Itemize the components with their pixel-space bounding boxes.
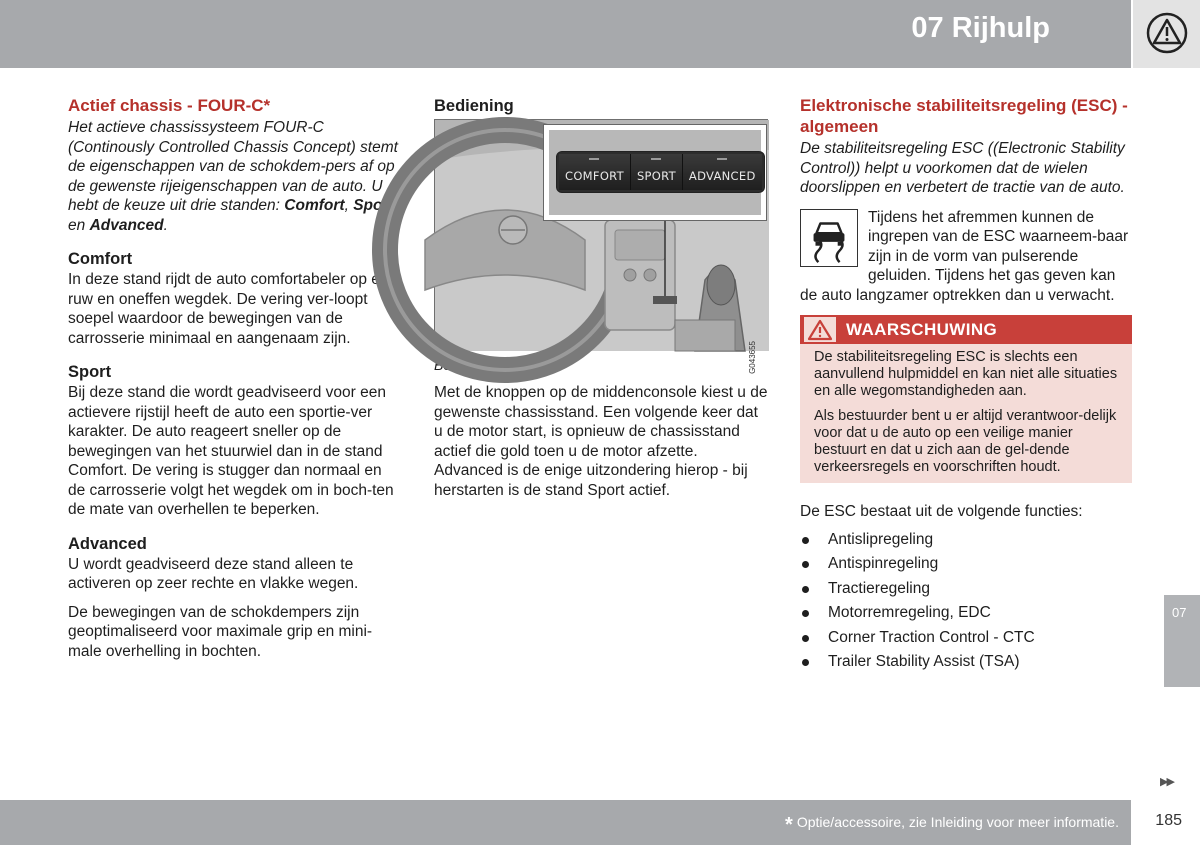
warning-paragraph: Als bestuurder bent u er altijd verantwoor-delijk voor dat u de auto op een veilige manier bestuurt en dat u zich aan de gel-dende verkeersregels en voorschriften houdt.	[814, 408, 1117, 475]
sport-button-label: SPORT	[636, 169, 676, 183]
intro-and: en	[68, 216, 90, 234]
footer-bar	[0, 800, 1131, 845]
intro-four-c	[68, 118, 400, 235]
footer-note-text: Optie/accessoire, zie Inleiding voor meer informatie.	[796, 814, 1119, 830]
figure-caption: Bedieningsknoppen.	[434, 357, 561, 373]
comfort-button[interactable]	[559, 154, 631, 190]
figure-code: G043655	[748, 341, 757, 374]
text-comfort: In deze stand rijdt de auto comfortabeler op een ruw en oneffen wegdek. De vering ver-loopt soepel waardoor de bewegingen van de carrosserie minimaal en aangenaam zijn.	[68, 271, 398, 347]
subheading-advanced: Advanced	[68, 534, 147, 553]
chapter-tab[interactable]: 07	[1164, 595, 1200, 687]
list-item: Corner Traction Control - CTC	[800, 626, 1132, 651]
esc-icon-paragraph	[800, 208, 1132, 306]
footer-star: *	[785, 814, 793, 836]
list-item: Antispinregeling	[800, 552, 1132, 577]
list-item: Antislipregeling	[800, 528, 1132, 553]
intro-comfort: Comfort	[284, 197, 345, 214]
warning-body	[800, 344, 1132, 483]
intro-advanced: Advanced	[89, 216, 164, 234]
esc-skid-icon	[800, 209, 858, 267]
intro-text: Het actieve chassissysteem FOUR-C (Continously Controlled Chassis Concept) stemt de eigenschappen van de schokdem-pers af op de gewenste rijeigenschappen van de auto. U hebt de keuze uit drie standen:	[68, 119, 398, 214]
warning-title: WAARSCHUWING	[846, 319, 998, 339]
column-esc	[800, 95, 1132, 675]
esc-icon-text: Tijdens het afremmen kunnen de ingrepen van de ESC waarneem-baar zijn in de vorm van pulserende geluiden. Tijdens het gas geven kan de auto langzamer optrekken dan u verwacht.	[800, 208, 1129, 304]
intro-sep: ,	[344, 197, 354, 214]
header-icon-box	[1131, 0, 1200, 68]
footer-note	[785, 814, 1119, 837]
functions-intro: De ESC bestaat uit de volgende functies:	[800, 503, 1083, 520]
intro-sport: Sport	[353, 197, 394, 214]
list-item: Motorremregeling, EDC	[800, 601, 1132, 626]
warning-header	[800, 315, 1132, 344]
comfort-button-label: COMFORT	[565, 169, 624, 183]
intro-esc: De stabiliteitsregeling ESC ((Electronic Stability Control)) helpt u voorkomen dat de wielen doorslippen en verbetert de tractie van de auto.	[800, 140, 1125, 196]
sport-button[interactable]	[631, 154, 683, 190]
advanced-button[interactable]	[683, 154, 762, 190]
subheading-sport: Sport	[68, 363, 112, 381]
warning-box	[800, 315, 1132, 483]
chapter-title: 07 Rijhulp	[911, 12, 1050, 44]
next-page-arrows-icon: ▶▶	[1160, 776, 1173, 788]
list-item: Tractieregeling	[800, 577, 1132, 602]
header-bar	[0, 0, 1131, 68]
warning-paragraph: De stabiliteitsregeling ESC is slechts een aanvullend hulpmiddel en kan niet alle situaties en alle wegomstandigheden aan.	[814, 349, 1118, 399]
section-title-four-c: Actief chassis - FOUR-C*	[68, 96, 271, 115]
warning-icon-box	[802, 315, 838, 344]
page-number-box	[1131, 800, 1200, 845]
page-number: 185	[1155, 812, 1182, 829]
list-item: Trailer Stability Assist (TSA)	[800, 650, 1132, 675]
intro-end: .	[163, 216, 168, 234]
text-closing: De bewegingen van de schokdempers zijn geoptimaliseerd voor maximale grip en mini-male overhelling in bochten.	[68, 603, 373, 660]
text-advanced: U wordt geadviseerd deze stand alleen te activeren op zeer rechte en vlakke wegen.	[68, 555, 359, 592]
advanced-led	[717, 158, 727, 160]
sport-led	[651, 158, 661, 160]
text-bediening: Met de knoppen op de middenconsole kiest u de gewenste chassisstand. Een volgende keer dat u de motor start, is opnieuw de chassisstand actief die gold toen u de motor afzette. Advanced is de enige uitzondering hierop - bij herstarten is de stand Sport actief.	[434, 384, 768, 499]
chassis-button-group	[556, 151, 765, 193]
column-bediening	[434, 95, 768, 500]
warning-triangle-icon	[1145, 12, 1189, 54]
text-sport: Bij deze stand die wordt geadviseerd voor een actievere rijstijl heeft de auto een sportie-ver karakter. De auto reageert sneller op de bewegingen van het stuurwiel dan in de stand Comfort. De vering is stugger dan normaal en de carrosserie volgt het wegdek om in boch-ten de mate van overhellen te beperken.	[68, 384, 394, 518]
comfort-led	[589, 158, 599, 160]
advanced-button-label: ADVANCED	[688, 169, 756, 183]
functions-list	[800, 528, 1132, 675]
section-title-esc: Elektronische stabiliteitsregeling (ESC) - algemeen	[800, 96, 1128, 136]
column-four-c	[68, 95, 400, 661]
warning-triangle-small-icon	[807, 319, 833, 341]
subheading-comfort: Comfort	[68, 250, 133, 268]
button-inset	[543, 124, 767, 221]
section-title-bediening: Bediening	[434, 97, 514, 115]
